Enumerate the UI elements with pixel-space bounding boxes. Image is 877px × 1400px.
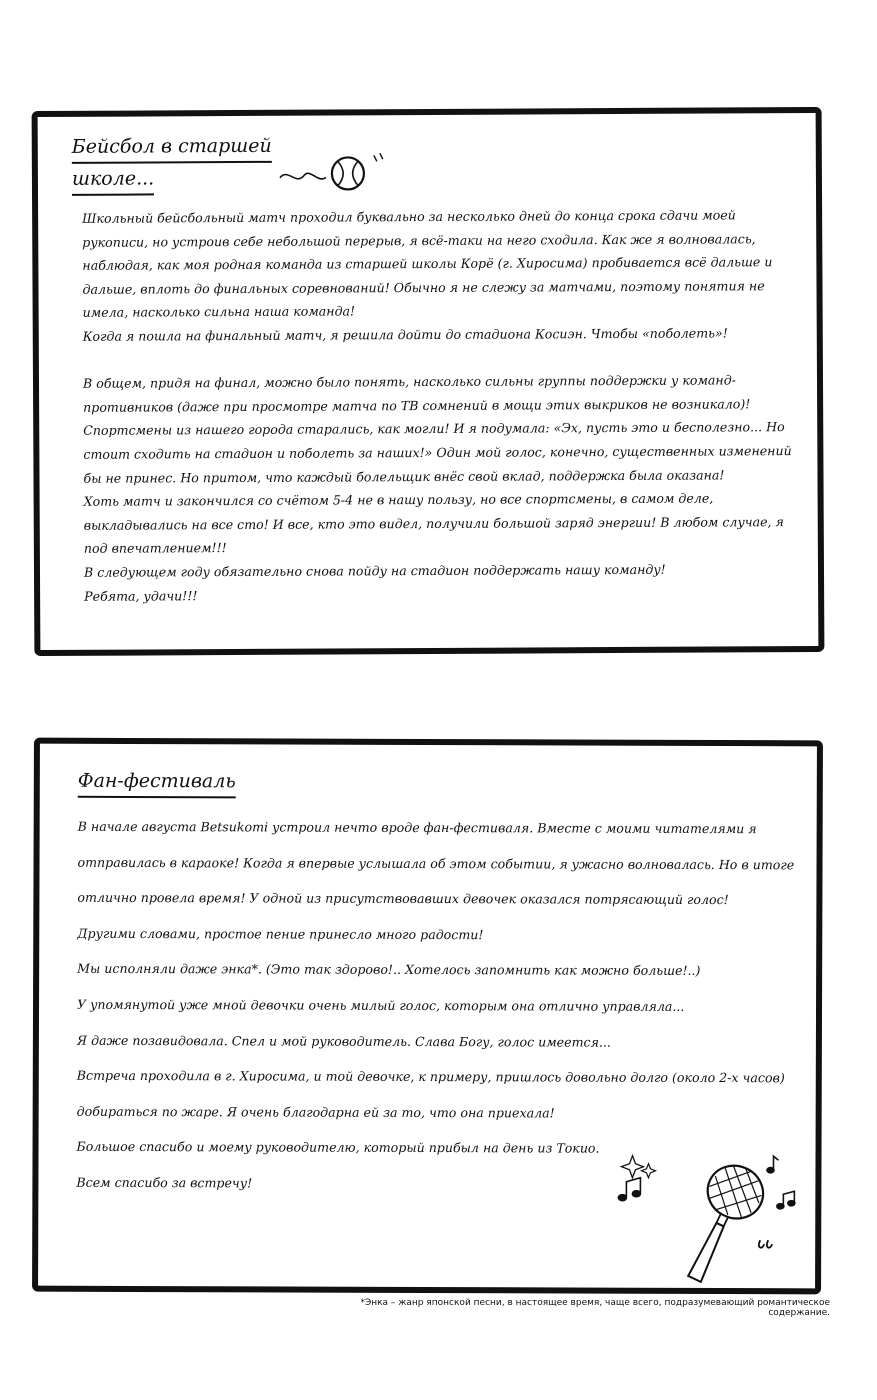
paragraph: Большое спасибо и моему руководителю, который прибыл на день из Токио. [76, 1139, 600, 1156]
microphone-icon [610, 1142, 801, 1293]
baseball-story [82, 203, 796, 608]
baseball-icon [278, 143, 398, 194]
fan-festival-title [78, 766, 236, 799]
paragraph: В начале августа Betsukomi устроил нечто вроде фан-фестиваля. Вместе с моими читателями я отправилась в караоке! Когда я впервые услышала об этом событии, я ужасно волновалась. Но в итоге отлично провела время! У одной из присутствовавших девочек оказался потрясающий голос! [77, 818, 795, 908]
paragraph: Встреча проходила в г. Хиросима, и той девочке, к примеру, пришлось довольно долго (около 2-х часов) добираться по жаре. Я очень благодарна ей за то, что она приехала! [76, 1067, 785, 1121]
footnote: *Энка – жанр японской песни, в настоящее время, чаще всего, подразумевающий романтическое содержание. [360, 1298, 830, 1318]
paragraph: Мы исполняли даже энка*. (Это так здорово!.. Хотелось запомнить как можно больше!..) [77, 961, 701, 979]
fan-festival-title-text: Фан-фестиваль [78, 766, 236, 799]
paragraph: Школьный бейсбольный матч проходил буквально за несколько дней до конца срока сдачи моей рукописи, но устроив себе небольшой перерыв, я всё-таки на него сходила. Как же я волновалась, наблюдая, как моя родная команда из старшей школы Корё (г. Хиросима) пробивается всё дальше и дальше, вплоть до финальных соревнований! Обычно я не слежу за матчами, поэтому понятия не имела, насколько сильна наша команда! [82, 207, 773, 321]
baseball-panel [32, 107, 825, 656]
paragraph: Всем спасибо за встречу! [76, 1174, 253, 1191]
paragraph: У упомянутой уже мной девочки очень милый голос, которым она отлично управляла... [77, 996, 685, 1014]
baseball-title-line1: Бейсбол в старшей [72, 131, 272, 164]
paragraph: Другими словами, простое пение принесло много радости! [77, 925, 484, 942]
paragraph: Когда я пошла на финальный матч, я решила дойти до стадиона Косиэн. Чтобы «поболеть»! [82, 325, 728, 344]
baseball-title-line2: школе... [72, 163, 154, 195]
paragraph: Хоть матч и закончился со счётом 5-4 не в нашу пользу, но все спортсмены, в самом деле, выкладывались на все сто! И все, кто это видел, получили большой заряд энергии! В любом случае, я под впечатлением!!! [83, 490, 784, 557]
paragraph: В общем, придя на финал, можно было понять, насколько сильны группы поддержки у команд-противников (даже при просмотре матча по ТВ сомнений в мощи этих выкриков не возникало)! Спортсмены из нашего города старались, как могли! И я подумала: «Эх, пусть это и бесполезно... Но стоит сходить на стадион и поболеть за наших!» Один мой голос, конечно, существенных изменений бы не принес. Но притом, что каждый болельщик внёс свой вклад, поддержка была оказана! [82, 372, 792, 486]
fan-festival-panel [32, 738, 823, 1295]
paragraph: Я даже позавидовала. Спел и мой руководитель. Слава Богу, голос имеется... [76, 1032, 611, 1050]
paragraph: В следующем году обязательно снова пойду на стадион поддержать нашу команду! [83, 561, 666, 580]
paragraph: Ребята, удачи!!! [84, 587, 198, 604]
baseball-title [72, 131, 292, 196]
